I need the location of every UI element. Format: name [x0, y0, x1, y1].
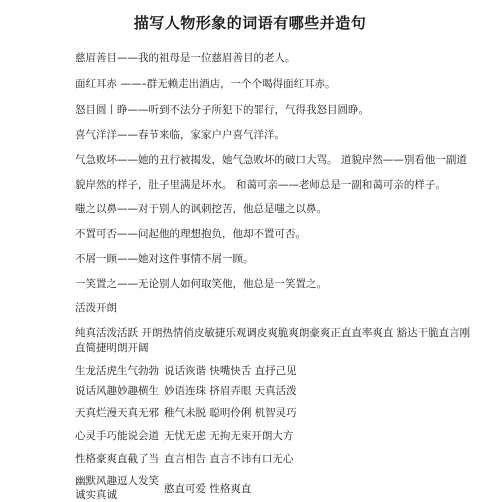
section-heading: 活泼开朗 [75, 302, 117, 314]
sentence-line: 慈眉善目——我的祖母是一位慈眉善目的老人。 [75, 52, 296, 64]
sentence-line: 一笑置之——无论别人如何取笑他，他总是一笑置之。 [75, 278, 327, 290]
word-grid-left: 诚实真诚 [75, 489, 117, 501]
word-grid-left: 心灵手巧能说会道 [75, 430, 159, 442]
word-grid-right: 憨直可爱 性格爽直 [164, 483, 252, 495]
paragraph-line: 纯真活泼活跃 开朗热情俏皮敏捷乐观调皮爽脆爽朗豪爽正直直率爽直 豁达干脆直言刚 [75, 327, 471, 339]
word-grid-row [75, 364, 297, 378]
word-grid-left: 说话风趣妙趣横生 [75, 385, 159, 397]
sentence-line: 面红耳赤 ——–群无赖走出酒店，一个个喝得面红耳赤。 [75, 78, 336, 90]
sentence-line: 气急败坏——她的丑行被揭发，她气急败坏的破口大骂。 道貌岸然——别看他一副道 [75, 154, 467, 166]
document-title: 描写人物形象的词语有哪些并造句 [133, 14, 367, 32]
word-grid-right: 无忧无虑 无拘无束开朗大方 [164, 430, 294, 442]
word-grid-left: 性格豪爽直截了当 [75, 453, 159, 465]
word-grid-row [75, 429, 293, 443]
sentence-line: 嗤之以鼻——对于别人的讽刺挖苦，他总是嗤之以鼻。 [75, 203, 327, 215]
word-grid-left: 生龙活虎生气勃勃 [75, 365, 159, 377]
sentence-line: 不屑一顾——她对这件事情不屑一顾。 [75, 253, 254, 265]
word-grid-right: 说话诙谐 快嘴快舌 直抒己见 [164, 365, 297, 377]
word-grid-row [75, 406, 297, 420]
word-grid-right: 妙语连珠 挤眉弄眼 天真活泼 [164, 385, 297, 397]
word-grid-left: 幽默风趣逗人发笑 [75, 475, 159, 487]
word-grid-row [75, 384, 297, 398]
word-grid-row [75, 452, 293, 466]
word-grid-right: 稚气未脱 聪明伶俐 机智灵巧 [164, 407, 297, 419]
sentence-line: 不置可否——问起他的理想抱负，他却不置可否。 [75, 228, 306, 240]
word-grid-left: 天真烂漫天真无邪 [75, 407, 159, 419]
word-grid-right: 直言相告 直言不讳有口无心 [164, 453, 294, 465]
word-grid-row [75, 488, 164, 502]
sentence-line: 怒目圆丨睁——听到不法分子所犯下的罪行，气得我怒目圆睁。 [75, 104, 369, 116]
sentence-line: 貌岸然的样子，肚子里满是坏水。 和蔼可亲——老师总是一副和蔼可亲的样子。 [75, 179, 446, 191]
sentence-line: 喜气洋洋——春节来临，家家户户喜气洋洋。 [75, 129, 285, 141]
paragraph-line: 直简捷明朗开阔 [75, 342, 149, 354]
